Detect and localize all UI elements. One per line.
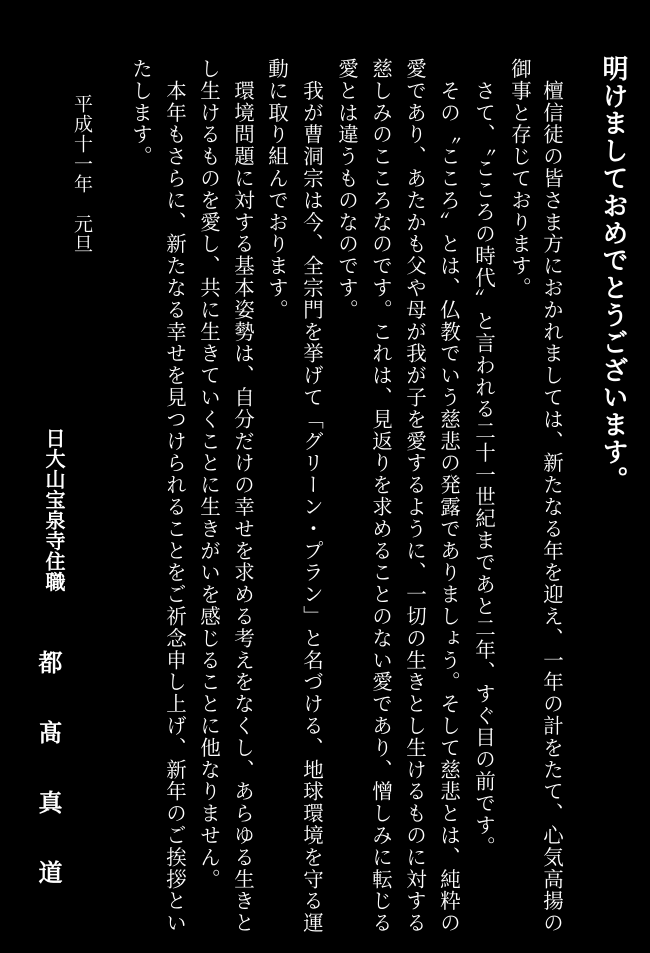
author-name: 都髙真道 [34, 650, 62, 930]
body-line-1: 檀信徒の皆さま方におかれましては、新たなる年を迎え、一年の計をたて、心気高揚の [539, 58, 564, 934]
body-line-7: 愛とは違うものなのです。 [334, 58, 359, 321]
body-line-3: さて、〝こころの時代〟と言われる二十一世紀まであと二年、すぐ目の前です。 [471, 58, 496, 859]
body-line-11: し生けるものを愛し、共に生きていくことに生きがいを感じることに他なりません。 [196, 58, 221, 891]
body-line-10: 環境問題に対する基本姿勢は、自分だけの幸せを求める考えをなくし、あらゆる生きと [230, 58, 255, 934]
temple-organization: 日大山宝泉寺住職 [42, 428, 66, 592]
body-line-12: 本年もさらに、新たなる幸せを見つけられることをご祈念申し上げ、新年のご挨拶とい [162, 58, 187, 934]
body-line-6: 慈しみのこころなのです。これは、見返りを求めることのない愛であり、憎しみに転じる [368, 58, 393, 934]
body-line-8: 我が曹洞宗は今、全宗門を挙げて「グリーン・プラン」と名づける、地球環境を守る運 [299, 58, 324, 934]
letter-title: 明けましておめでとうございます。 [598, 55, 628, 494]
letter-date: 平成十一年 元旦 [71, 94, 93, 254]
body-line-9: 動に取り組んでおります。 [264, 58, 289, 321]
body-line-2: 御事と存じております。 [507, 58, 532, 299]
body-line-4: その〝こころ〟とは、仏教でいう慈悲の発露でありましょう。そして慈悲とは、純粋の [436, 58, 461, 934]
body-line-13: たします。 [128, 58, 153, 168]
body-line-5: 愛であり、あたかも父や母が我が子を愛するように、一切の生きとし生けるものに対する [402, 58, 427, 934]
